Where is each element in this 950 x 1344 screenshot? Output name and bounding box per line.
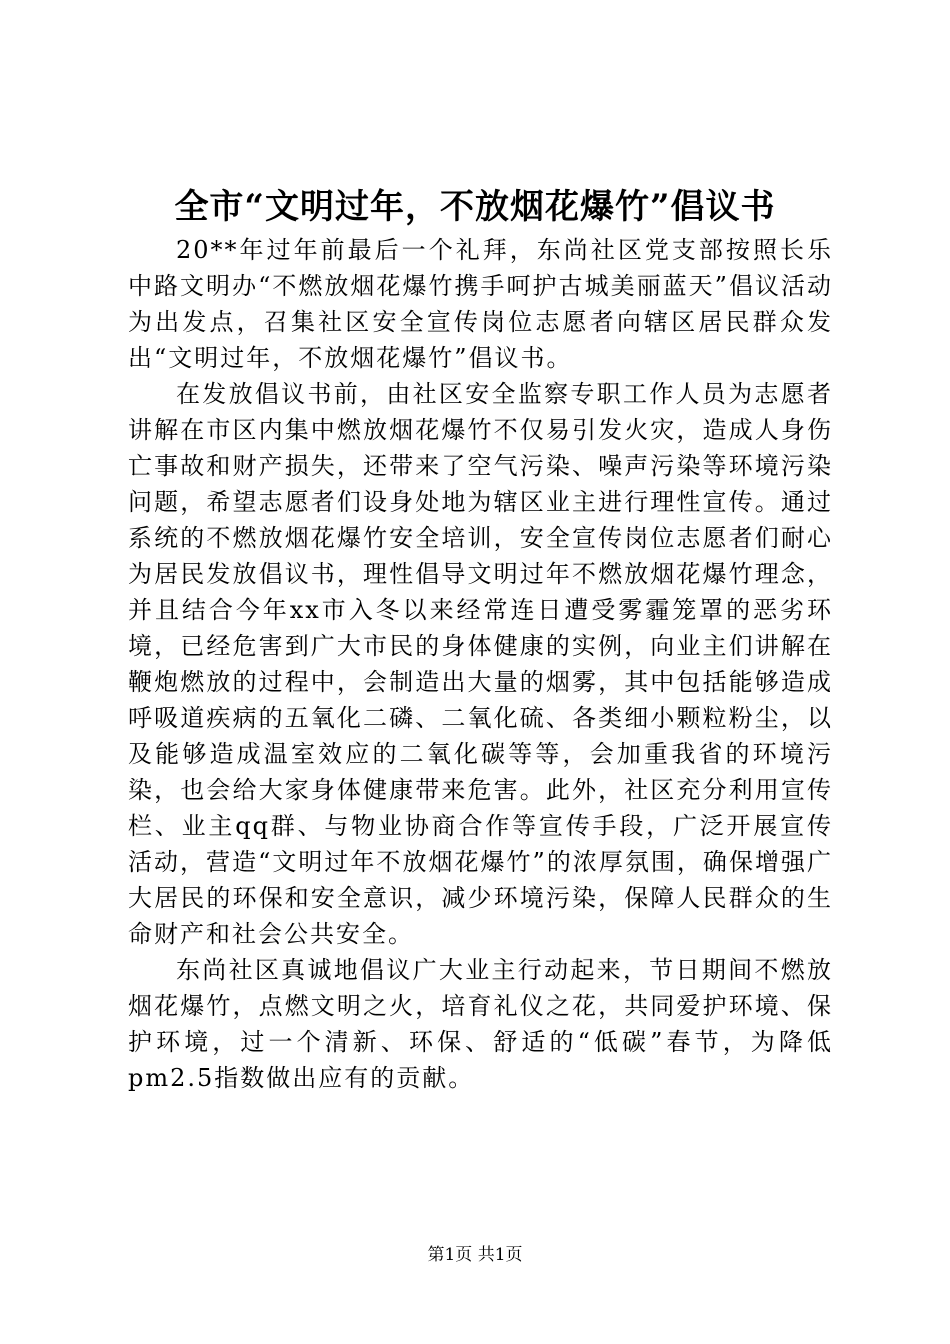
- paragraph-3: 东尚社区真诚地倡议广大业主行动起来，节日期间不燃放烟花爆竹，点燃文明之火，培育礼仪之花，共同爱护环境、保护环境，过一个清新、环保、舒适的“低碳”春节，为降低pm2.5指数做出应有的贡献。: [128, 956, 833, 1092]
- document-body: [128, 232, 833, 1096]
- paragraph-1: 20**年过年前最后一个礼拜，东尚社区党支部按照长乐中路文明办“不燃放烟花爆竹携手呵护古城美丽蓝天”倡议活动为出发点，召集社区安全宣传岗位志愿者向辖区居民群众发出“文明过年，不放烟花爆竹”倡议书。: [128, 236, 833, 372]
- page-footer: 第1页 共1页: [427, 1245, 523, 1265]
- paragraph-2: 在发放倡议书前，由社区安全监察专职工作人员为志愿者讲解在市区内集中燃放烟花爆竹不仅易引发火灾，造成人身伤亡事故和财产损失，还带来了空气污染、噪声污染等环境污染问题，希望志愿者们设身处地为辖区业主进行理性宣传。通过系统的不燃放烟花爆竹安全培训，安全宣传岗位志愿者们耐心为居民发放倡议书，理性倡导文明过年不燃放烟花爆竹理念，并且结合今年xx市入冬以来经常连日遭受雾霾笼罩的恶劣环境，已经危害到广大市民的身体健康的实例，向业主们讲解在鞭炮燃放的过程中，会制造出大量的烟雾，其中包括能够造成呼吸道疾病的五氧化二磷、二氧化硫、各类细小颗粒粉尘，以及能够造成温室效应的二氧化碳等等，会加重我省的环境污染，也会给大家身体健康带来危害。此外，社区充分利用宣传栏、业主qq群、与物业协商合作等宣传手段，广泛开展宣传活动，营造“文明过年不放烟花爆竹”的浓厚氛围，确保增强广大居民的环保和安全意识，减少环境污染，保障人民群众的生命财产和社会公共安全。: [128, 380, 833, 948]
- document-title: 全市“文明过年，不放烟花爆竹”倡议书: [174, 187, 776, 227]
